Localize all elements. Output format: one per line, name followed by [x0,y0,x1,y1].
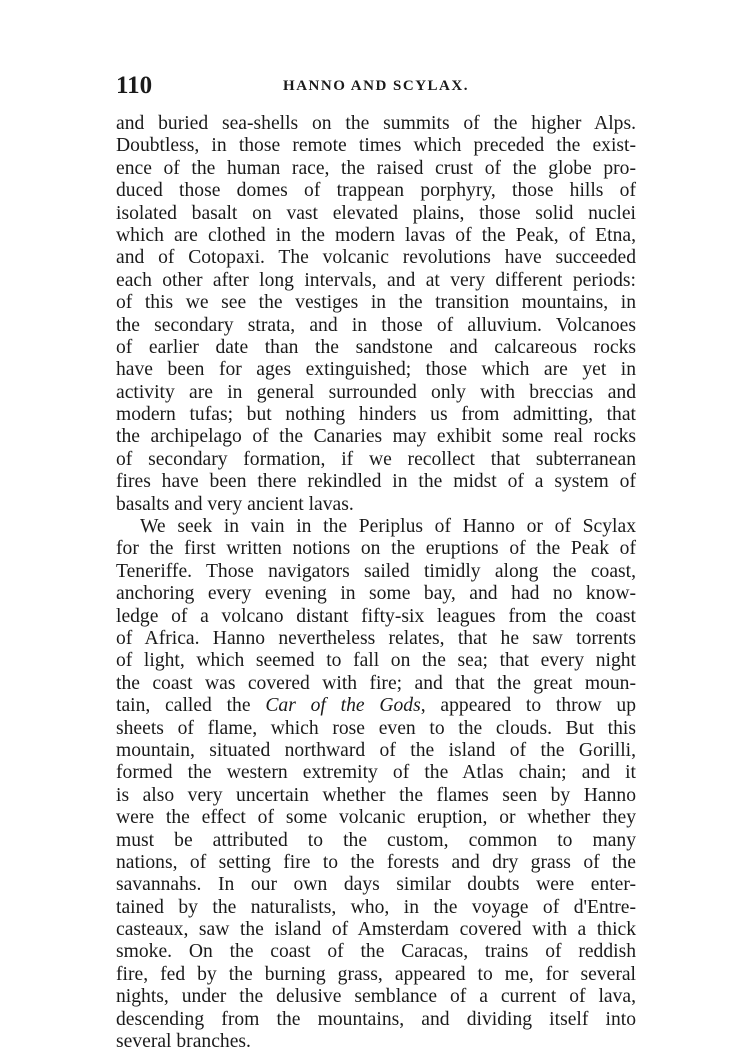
text-line: nations, of setting fire to the forests and dry grass of the [116,851,636,873]
text-line: tain, called the Car of the Gods, appeared to throw up [116,695,637,717]
text-line: fire, fed by the burning grass, appeared to me, for several [116,963,636,985]
text-line: of secondary formation, if we recollect that subterranean [116,448,636,470]
text-line: of Africa. Hanno nevertheless relates, that he saw torrents [116,627,636,649]
text-line: must be attributed to the custom, common to many [116,829,636,851]
text-line: is also very uncertain whether the flames seen by Hanno [116,784,636,806]
text-line: basalts and very ancient lavas. [116,493,354,515]
text-line: casteaux, saw the island of Amsterdam covered with a thick [116,919,636,941]
text-line: formed the western extremity of the Atlas chain; and it [116,762,636,784]
paragraph-2 [116,516,636,1053]
text-line: descending from the mountains, and dividing itself into [116,1008,636,1030]
text-line: of earlier date than the sandstone and calcareous rocks [116,336,636,358]
text-line: have been for ages extinguished; those which are yet in [116,359,636,381]
text-line: fires have been there rekindled in the midst of a system of [116,471,636,493]
text-line: several branches. [116,1031,251,1053]
text-line: Teneriffe. Those navigators sailed timidly along the coast, [116,560,636,582]
text-line: We seek in vain in the Periplus of Hanno or of Scylax [140,516,636,538]
text-line: the coast was covered with fire; and that the great moun- [116,672,636,694]
text-line: Doubtless, in those remote times which preceded the exist- [116,135,636,157]
text-line: savannahs. In our own days similar doubts were enter- [116,874,636,896]
text-line: of light, which seemed to fall on the sea; that every night [116,650,636,672]
text-line: were the effect of some volcanic eruption, or whether they [116,807,636,829]
paragraph-1 [116,113,636,516]
text-line: nights, under the delusive semblance of a current of lava, [116,986,636,1008]
text-line: the secondary strata, and in those of alluvium. Volcanoes [116,314,636,336]
text-line: modern tufas; but nothing hinders us from admitting, that [116,404,636,426]
running-head [116,72,636,100]
text-line: anchoring every evening in some bay, and had no know- [116,583,636,605]
text-line: which are clothed in the modern lavas of the Peak, of Etna, [116,224,636,246]
text-line: ence of the human race, the raised crust of the globe pro- [116,157,636,179]
text-line: and of Cotopaxi. The volcanic revolutions have succeeded [116,247,636,269]
text-line: of this we see the vestiges in the transition mountains, in [116,292,636,314]
text-line: mountain, situated northward of the island of the Gorilli, [116,739,636,761]
running-title: HANNO AND SCYLAX. [283,78,469,94]
text-line: duced those domes of trappean porphyry, those hills of [116,180,636,202]
text-line: and buried sea-shells on the summits of the higher Alps. [116,113,636,134]
text-line: tained by the naturalists, who, in the voyage of d'Entre- [116,896,636,918]
text-line: each other after long intervals, and at very different periods: [116,269,636,291]
text-line: sheets of flame, which rose even to the clouds. But this [116,717,636,739]
page-number: 110 [116,72,153,99]
italic-title: Car of the Gods [265,695,421,717]
text-line: ledge of a volcano distant fifty-six leagues from the coast [116,605,636,627]
body-text [116,113,636,1053]
text-line: isolated basalt on vast elevated plains, those solid nuclei [116,202,636,224]
text-line: activity are in general surrounded only with breccias and [116,381,636,403]
text-line: the archipelago of the Canaries may exhibit some real rocks [116,426,636,448]
text-line: for the first written notions on the eruptions of the Peak of [116,538,636,560]
text-line: smoke. On the coast of the Caracas, trains of reddish [116,941,636,963]
